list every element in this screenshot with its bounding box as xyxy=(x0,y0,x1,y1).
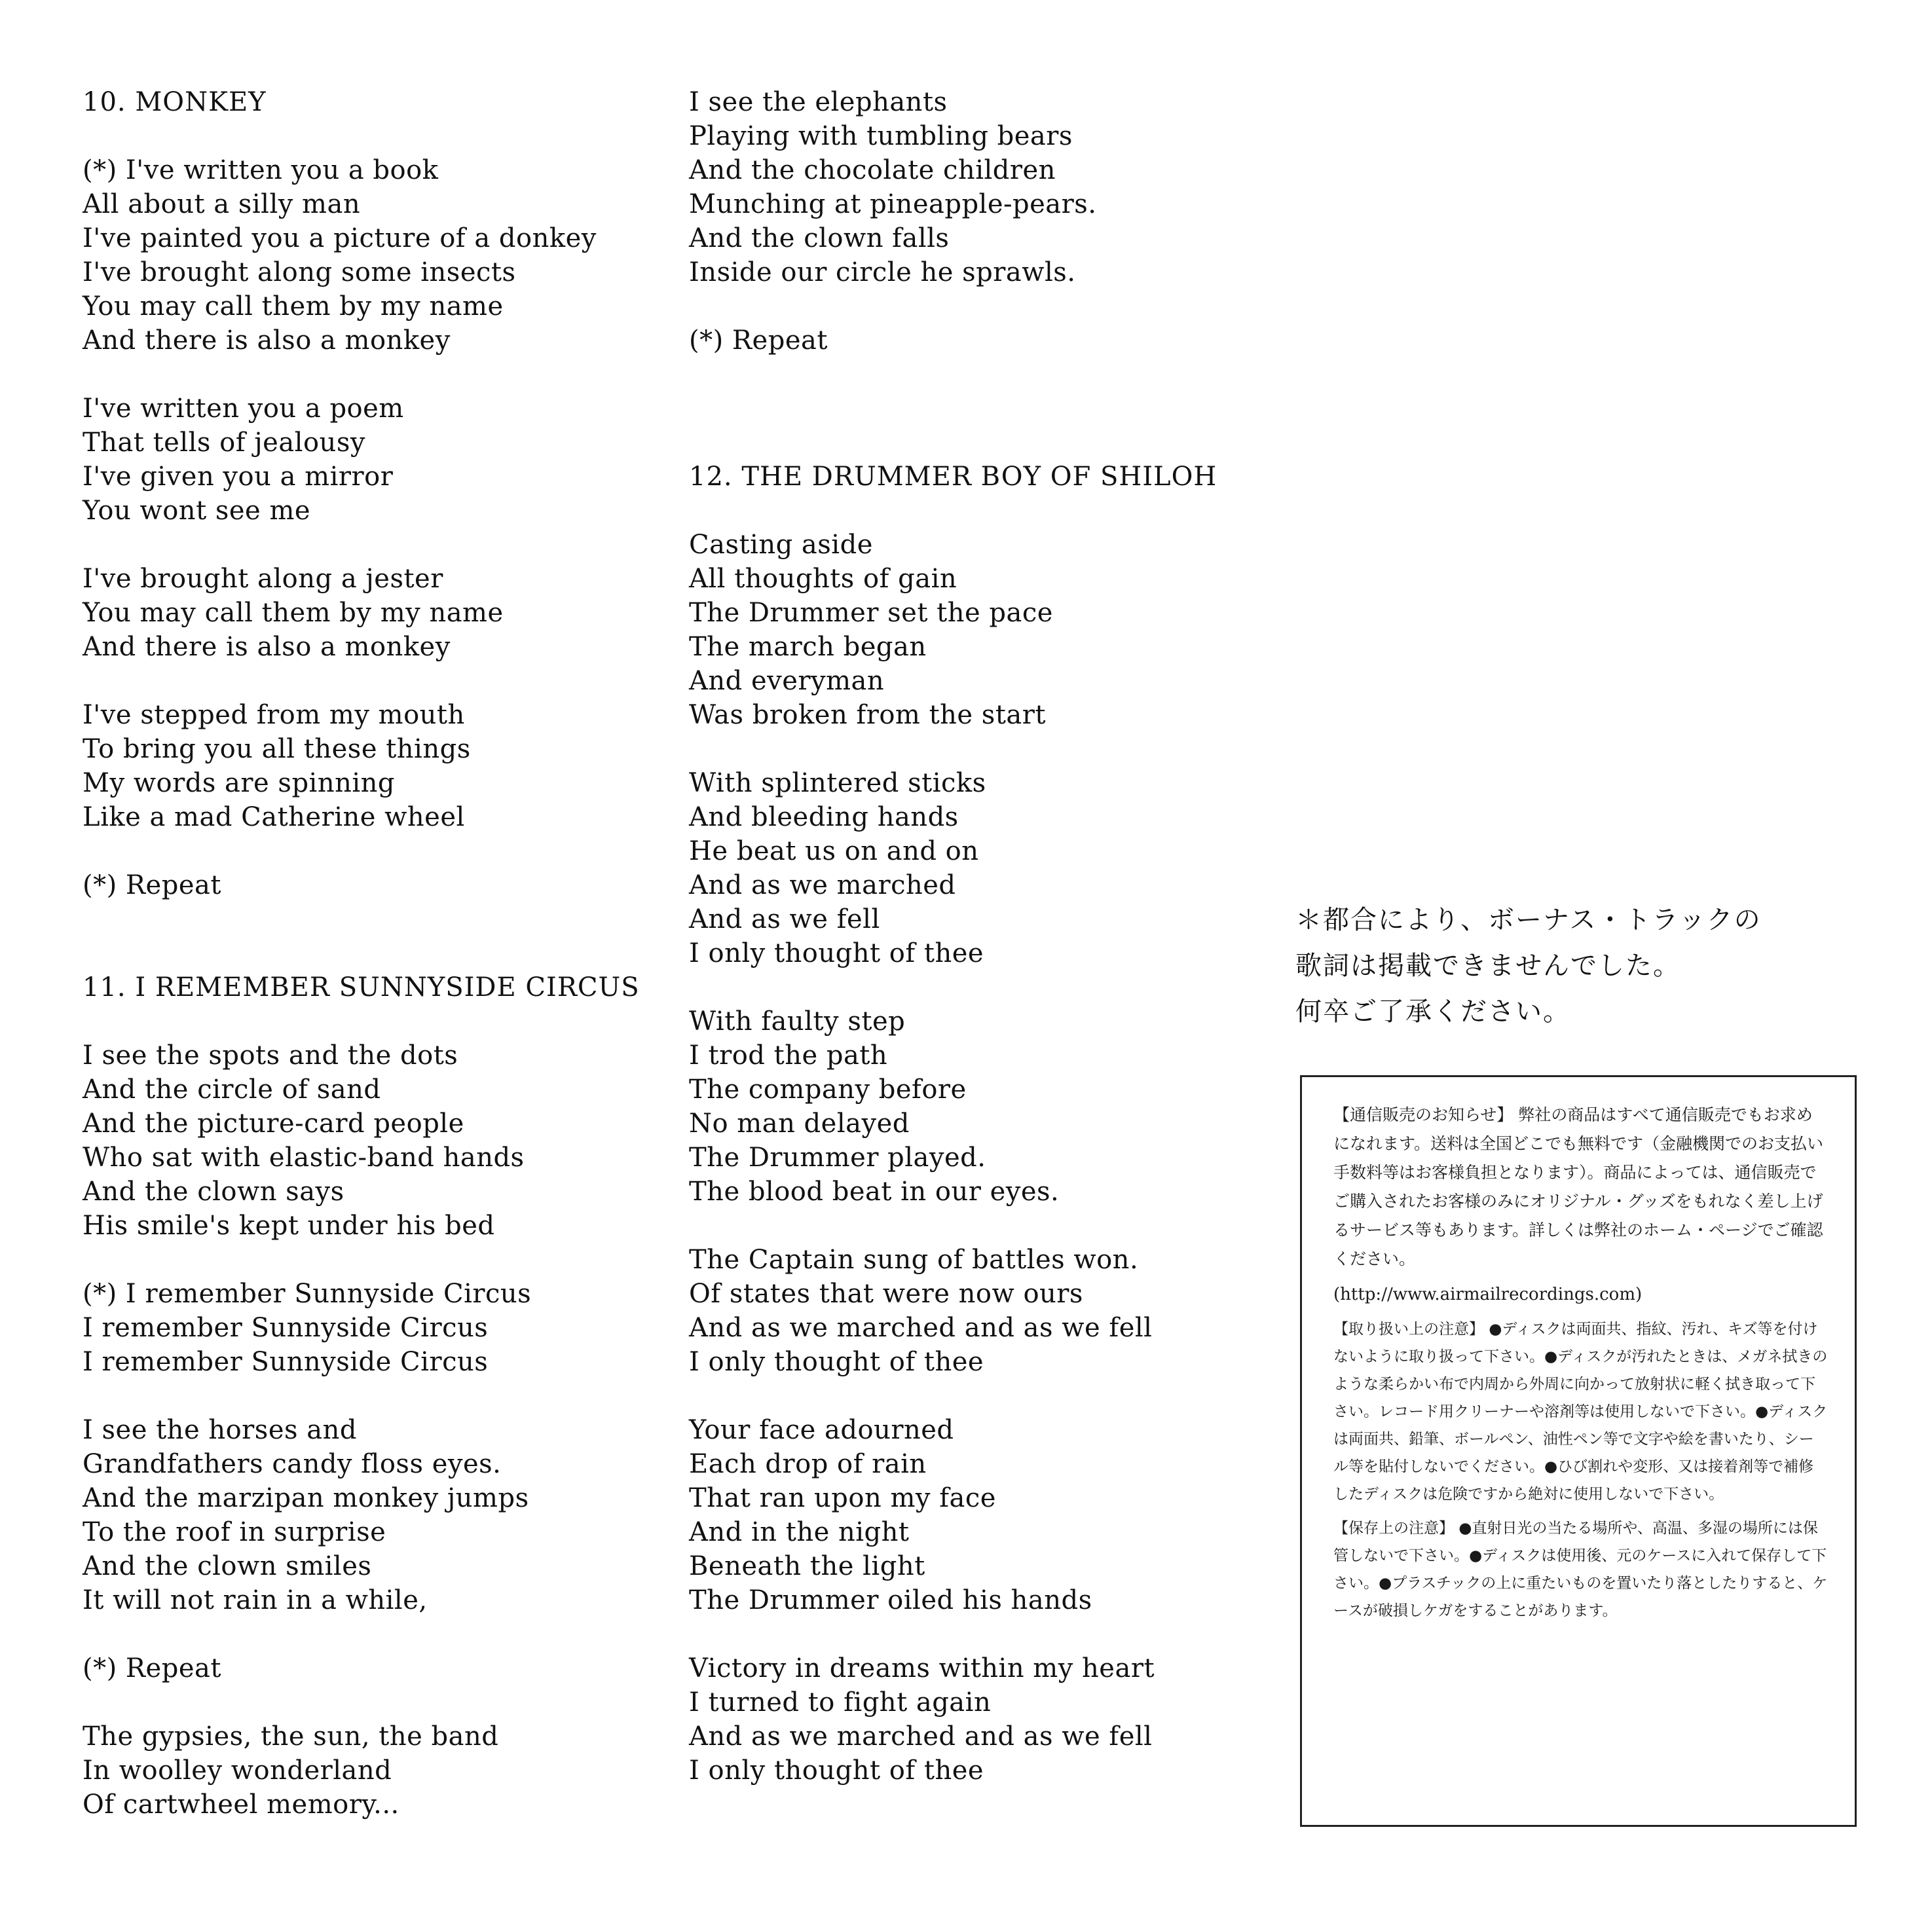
lyric-line: Each drop of rain xyxy=(689,1449,927,1479)
lyric-line: That ran upon my face xyxy=(689,1483,996,1513)
lyric-line: Of cartwheel memory... xyxy=(83,1790,399,1820)
mail-order-info: 【通信販売のお知らせ】 弊社の商品はすべて通信販売でもお求めになれます。送料は全国どこでも無料です（金融機関でのお支払い手数料等はお客様負担となります）。商品によっては、通信販売でご購入されたお客様のみにオリジナル・グッズをもれなく差し上げるサービス等もあります。詳しくは弊社のホーム・ページでご確認ください。 xyxy=(1333,1105,1824,1268)
drummer-boy-lyrics xyxy=(689,528,1278,1788)
left-column xyxy=(83,85,659,1856)
lyric-line: Was broken from the start xyxy=(689,700,1046,730)
lyric-line: To bring you all these things xyxy=(83,734,471,764)
lyric-line: And as we fell xyxy=(689,904,880,934)
lyric-line: The Drummer oiled his hands xyxy=(689,1585,1092,1615)
notice-line: 歌詞は掲載できませんでした。 xyxy=(1295,951,1681,981)
lyric-line: Victory in dreams within my heart xyxy=(689,1653,1155,1683)
stanza xyxy=(689,1004,1278,1209)
lyric-line: You may call them by my name xyxy=(83,291,504,322)
lyric-line: Munching at pineapple-pears. xyxy=(689,189,1097,219)
lyric-line: With splintered sticks xyxy=(689,768,986,798)
stanza xyxy=(83,392,659,528)
lyric-line: The company before xyxy=(689,1075,967,1105)
stanza xyxy=(689,766,1278,970)
stanza xyxy=(689,85,1278,289)
lyric-line: Your face adourned xyxy=(689,1415,954,1445)
lyric-line: I've painted you a picture of a donkey xyxy=(83,223,597,253)
notice-line: 何卒ご了承ください。 xyxy=(1295,997,1570,1027)
stanza xyxy=(83,1413,659,1617)
lyric-line: And the clown smiles xyxy=(83,1551,372,1581)
lyric-line: Of states that were now ours xyxy=(689,1279,1083,1309)
lyric-line: And bleeding hands xyxy=(689,802,959,832)
lyric-line: I remember Sunnyside Circus xyxy=(83,1347,489,1377)
notice-line: ＊都合により、ボーナス・トラックの xyxy=(1295,905,1762,935)
info-box xyxy=(1300,1075,1857,1827)
song-title-sunnyside: 11. I REMEMBER SUNNYSIDE CIRCUS xyxy=(83,972,640,1002)
lyric-line: I see the elephants xyxy=(689,87,948,117)
stanza xyxy=(83,1651,659,1685)
sunnyside-lyrics xyxy=(83,1039,659,1822)
lyric-line: It will not rain in a while, xyxy=(83,1585,428,1615)
stanza xyxy=(689,323,1278,358)
lyric-line: Grandfathers candy floss eyes. xyxy=(83,1449,502,1479)
lyric-line: And there is also a monkey xyxy=(83,632,451,662)
lyric-line: The Captain sung of battles won. xyxy=(689,1245,1139,1275)
lyric-line: You wont see me xyxy=(83,496,311,526)
lyric-line: All about a silly man xyxy=(83,189,361,219)
lyric-line: And as we marched and as we fell xyxy=(689,1313,1153,1343)
stanza xyxy=(83,1039,659,1243)
lyric-line: And the circle of sand xyxy=(83,1075,381,1105)
lyric-line: Inside our circle he sprawls. xyxy=(689,257,1076,287)
lyric-line: His smile's kept under his bed xyxy=(83,1211,495,1241)
repeat-line: (*) Repeat xyxy=(83,870,221,900)
bonus-track-notice xyxy=(1295,897,1872,1035)
lyric-line: I've stepped from my mouth xyxy=(83,700,465,730)
stanza xyxy=(83,1277,659,1379)
lyric-line: And as we marched and as we fell xyxy=(689,1721,1153,1752)
lyric-line: Casting aside xyxy=(689,530,873,560)
lyric-line: And the picture-card people xyxy=(83,1109,464,1139)
lyric-line: All thoughts of gain xyxy=(689,564,957,594)
lyric-line: I only thought of thee xyxy=(689,1347,984,1377)
lyric-line: To the roof in surprise xyxy=(83,1517,386,1547)
lyric-line: Beneath the light xyxy=(689,1551,925,1581)
lyric-line: He beat us on and on xyxy=(689,836,979,866)
lyric-line: I trod the path xyxy=(689,1040,888,1071)
lyric-line: I've brought along some insects xyxy=(83,257,516,287)
lyric-line: And the chocolate children xyxy=(689,155,1056,185)
lyric-line: (*) I remember Sunnyside Circus xyxy=(83,1279,532,1309)
lyric-line: I only thought of thee xyxy=(689,938,984,968)
song-title-drummer-boy: 12. THE DRUMMER BOY OF SHILOH xyxy=(689,462,1217,492)
lyric-line: And in the night xyxy=(689,1517,910,1547)
website-url: (http://www.airmailrecordings.com) xyxy=(1333,1285,1643,1304)
sunnyside-lyrics-continued xyxy=(689,85,1278,358)
lyric-line: And as we marched xyxy=(689,870,956,900)
stanza xyxy=(83,153,659,358)
lyric-line: In woolley wonderland xyxy=(83,1756,392,1786)
lyric-line: And everyman xyxy=(689,666,885,696)
lyric-line: With faulty step xyxy=(689,1006,906,1037)
stanza xyxy=(689,528,1278,732)
lyric-line: No man delayed xyxy=(689,1109,910,1139)
spacer xyxy=(83,936,659,970)
lyric-line: I've written you a poem xyxy=(83,394,404,424)
lyric-line: You may call them by my name xyxy=(83,598,504,628)
lyric-line: The blood beat in our eyes. xyxy=(689,1177,1060,1207)
repeat-line: (*) Repeat xyxy=(83,1653,221,1683)
lyric-line: (*) I've written you a book xyxy=(83,155,439,185)
lyric-line: That tells of jealousy xyxy=(83,428,365,458)
lyric-line: The gypsies, the sun, the band xyxy=(83,1721,499,1752)
lyric-line: Like a mad Catherine wheel xyxy=(83,802,465,832)
repeat-line: (*) Repeat xyxy=(689,325,828,356)
stanza xyxy=(83,562,659,664)
lyric-line: The Drummer set the pace xyxy=(689,598,1053,628)
stanza xyxy=(83,868,659,902)
lyric-line: My words are spinning xyxy=(83,768,396,798)
lyric-line: I've brought along a jester xyxy=(83,564,443,594)
lyric-line: I only thought of thee xyxy=(689,1756,984,1786)
lyric-line: Who sat with elastic-band hands xyxy=(83,1143,525,1173)
handling-precautions: 【取り扱い上の注意】 ●ディスクは両面共、指紋、汚れ、キズ等を付けないように取り扱って下さい。●ディスクが汚れたときは、メガネ拭きのような柔らかい布で内周から外周に向かって放射状に軽く拭き取って下さい。レコード用クリーナーや溶剤等は使用しないで下さい。●ディスクは両面共、鉛筆、ボールペン、油性ペン等で文字や絵を書いたり、シール等を貼付しないでください。●ひび割れや変形、又は接着剤等で補修したディスクは危険ですから絶対に使用しないで下さい。 xyxy=(1333,1321,1828,1503)
stanza xyxy=(689,1243,1278,1379)
lyric-line: I see the horses and xyxy=(83,1415,357,1445)
lyric-line: And there is also a monkey xyxy=(83,325,451,356)
lyric-line: I've given you a mirror xyxy=(83,462,394,492)
lyric-line: I see the spots and the dots xyxy=(83,1040,458,1071)
lyric-line: The Drummer played. xyxy=(689,1143,986,1173)
lyric-line: I turned to fight again xyxy=(689,1687,992,1718)
spacer xyxy=(689,392,1278,460)
middle-column xyxy=(689,85,1278,1822)
stanza xyxy=(83,1719,659,1822)
lyric-line: And the marzipan monkey jumps xyxy=(83,1483,529,1513)
lyric-line: Playing with tumbling bears xyxy=(689,121,1073,151)
lyric-line: And the clown falls xyxy=(689,223,950,253)
lyric-line: And the clown says xyxy=(83,1177,344,1207)
stanza xyxy=(689,1413,1278,1617)
song-title-monkey: 10. MONKEY xyxy=(83,87,267,117)
stanza xyxy=(689,1651,1278,1788)
lyric-line: I remember Sunnyside Circus xyxy=(83,1313,489,1343)
monkey-lyrics xyxy=(83,153,659,902)
storage-precautions: 【保存上の注意】 ●直射日光の当たる場所や、高温、多湿の場所には保管しないで下さい。●ディスクは使用後、元のケースに入れて保存して下さい。●プラスチックの上に重たいものを置いたり落としたりすると、ケースが破損しケガをすることがあります。 xyxy=(1333,1520,1828,1619)
stanza xyxy=(83,698,659,834)
lyric-line: The march began xyxy=(689,632,927,662)
